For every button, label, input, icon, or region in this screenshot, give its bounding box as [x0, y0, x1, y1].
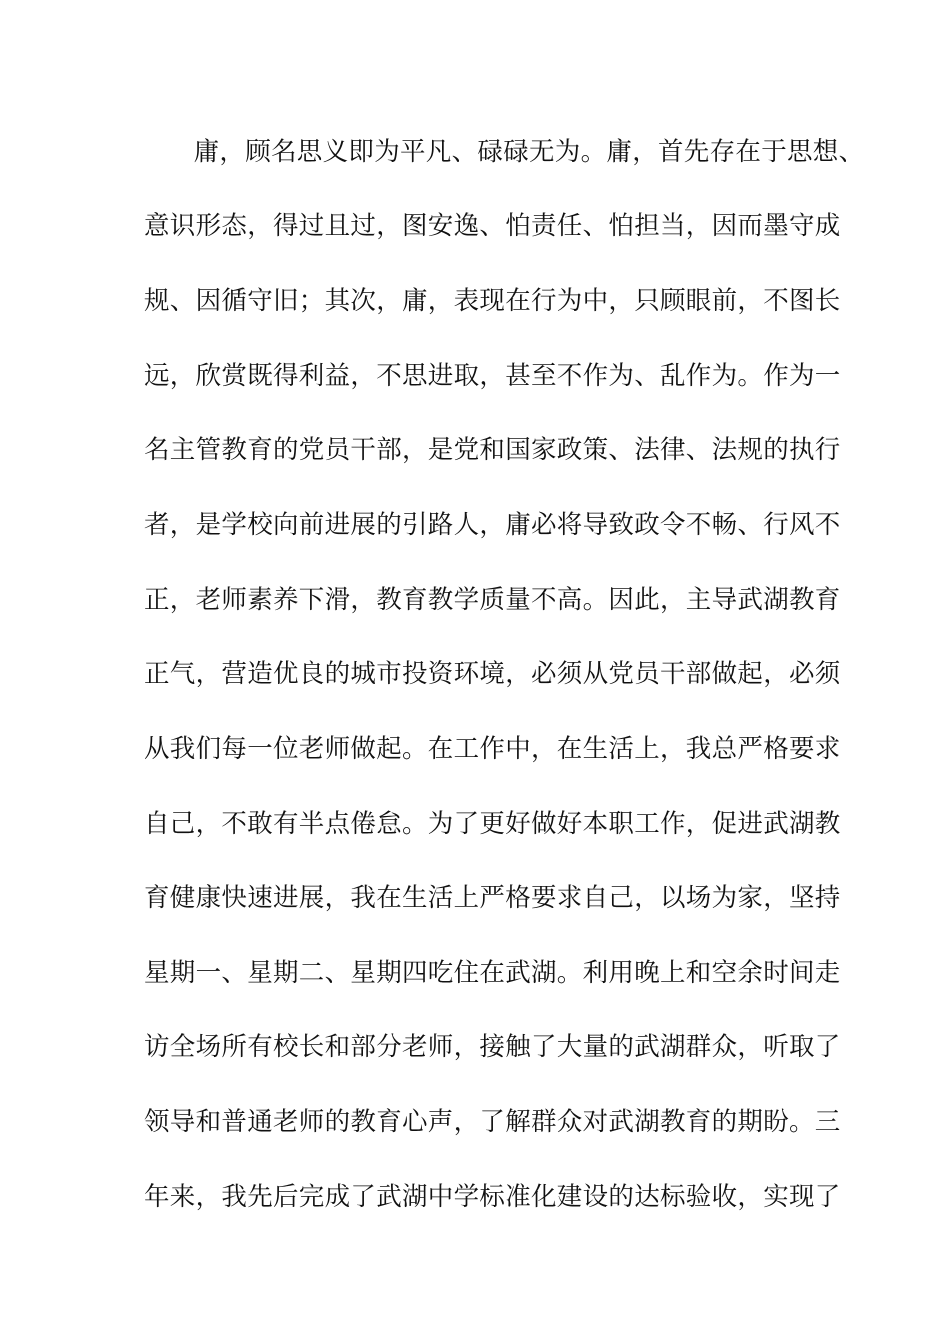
text-line: 领导和普通老师的教育心声，了解群众对武湖教育的期盼。三 [144, 1107, 841, 1137]
text-line: 名主管教育的党员干部，是党和国家政策、法律、法规的执行 [144, 435, 841, 465]
text-line: 远，欣赏既得利益，不思进取，甚至不作为、乱作为。作为一 [144, 361, 841, 391]
text-line: 规、因循守旧；其次，庸，表现在行为中，只顾眼前，不图长 [144, 286, 841, 316]
text-line: 年来，我先后完成了武湖中学标准化建设的达标验收，实现了 [144, 1182, 841, 1212]
text-line: 正气，营造优良的城市投资环境，必须从党员干部做起，必须 [144, 659, 841, 689]
text-line: 庸，顾名思义即为平凡、碌碌无为。庸，首先存在于思想、 [142, 137, 865, 167]
text-line: 者，是学校向前进展的引路人，庸必将导致政令不畅、行风不 [144, 510, 841, 540]
text-line: 意识形态，得过且过，图安逸、怕责任、怕担当，因而墨守成 [144, 211, 841, 241]
text-line: 育健康快速进展，我在生活上严格要求自己，以场为家，坚持 [144, 883, 841, 913]
text-line: 星期一、星期二、星期四吃住在武湖。利用晚上和空余时间走 [144, 958, 841, 988]
text-line: 访全场所有校长和部分老师，接触了大量的武湖群众，听取了 [144, 1032, 841, 1062]
text-line: 自己，不敢有半点倦怠。为了更好做好本职工作，促进武湖教 [144, 809, 841, 839]
text-line: 正，老师素养下滑，教育教学质量不高。因此，主导武湖教育 [144, 585, 841, 615]
text-line: 从我们每一位老师做起。在工作中，在生活上，我总严格要求 [144, 734, 841, 764]
